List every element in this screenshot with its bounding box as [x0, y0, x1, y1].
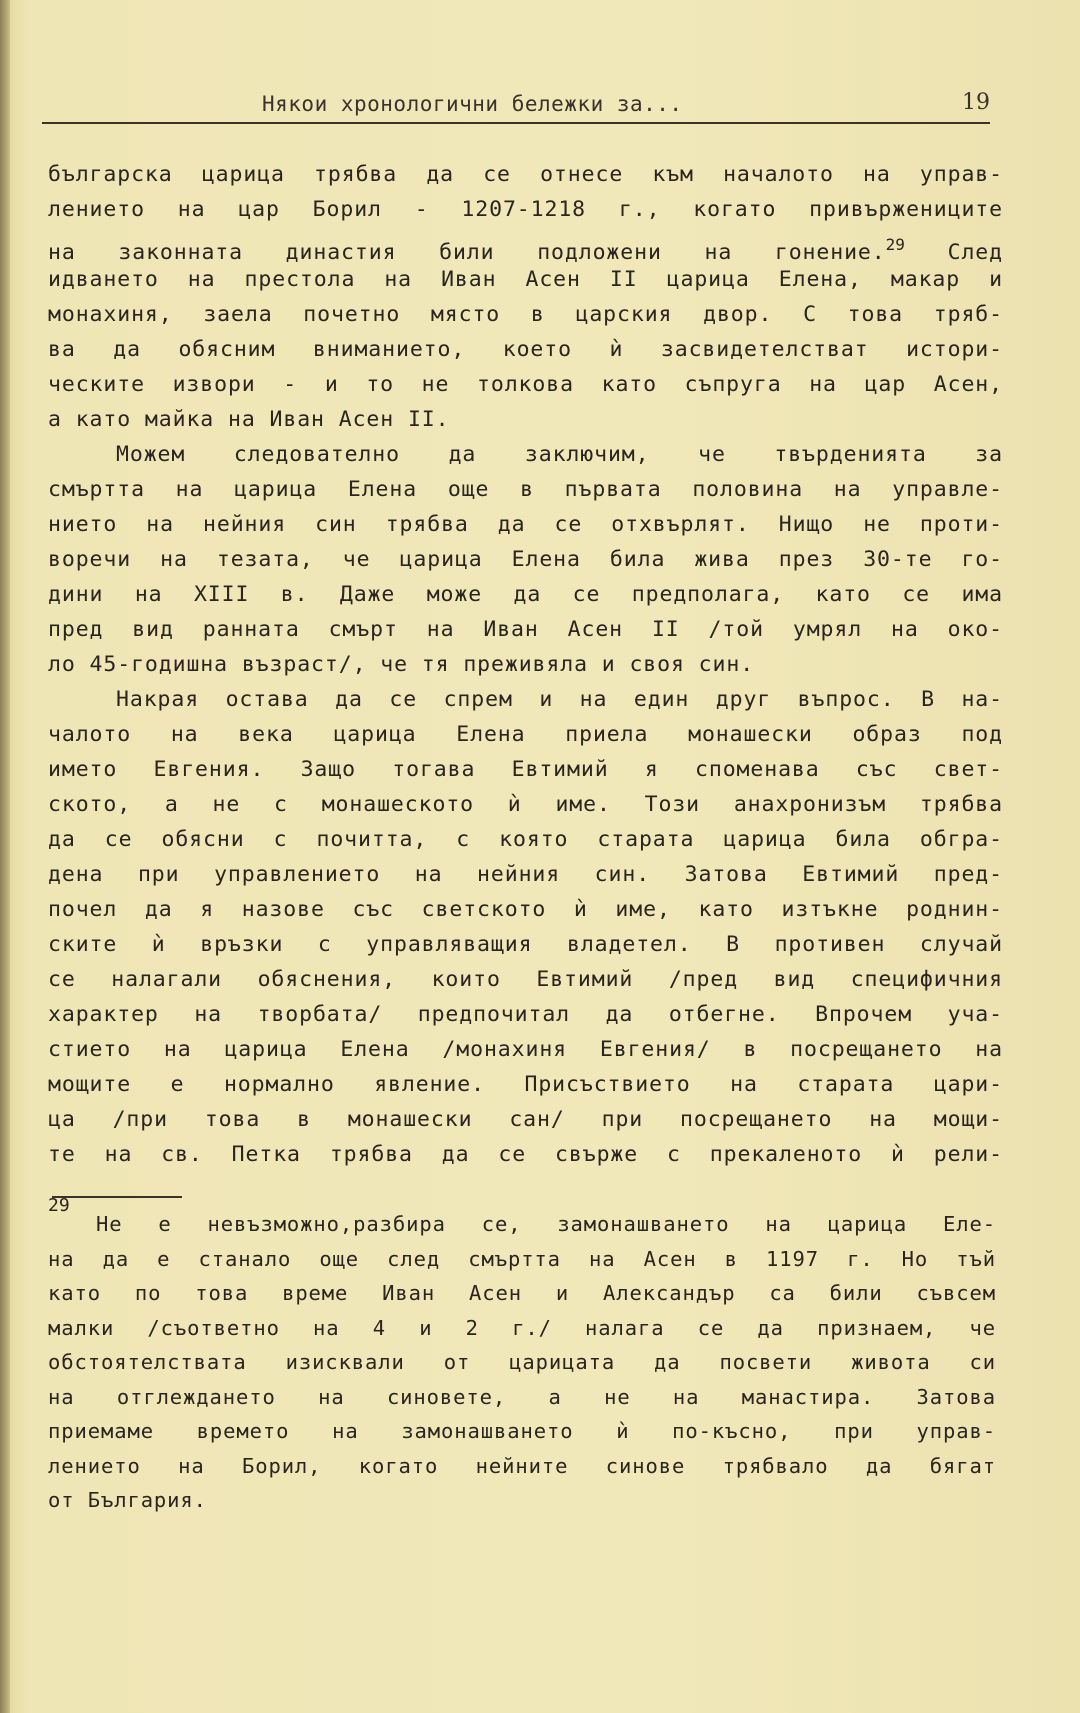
text-line: да се обясни с почитта, с която старата царица била обгра-: [48, 827, 1003, 852]
text-line: нието на нейния син трябва да се отхвърлят. Нищо не проти-: [48, 512, 1003, 537]
text-line: ското, а не с монашеското ѝ име. Този анахронизъм трябва: [48, 792, 1003, 817]
text-line: чалото на века царица Елена приела монашески образ под: [48, 722, 1003, 747]
text-line: те на св. Петка трябва да се свърже с прекаленото ѝ рели-: [48, 1142, 1003, 1167]
text-line: мощите е нормално явление. Присъствието на старата цари-: [48, 1072, 1003, 1097]
page-header: [42, 88, 990, 124]
footnote-line: от България.: [48, 1488, 207, 1512]
text-line: дини на XIII в. Даже може да се предполага, като се има: [48, 582, 1003, 607]
paragraph-start-line: Можем следователно да заключим, че твърденията за: [116, 442, 1003, 467]
text-line: пред вид ранната смърт на Иван Асен II /той умрял на око-: [48, 617, 1003, 642]
footnote-line: приемаме времето на замонашването ѝ по-късно, при управ-: [48, 1419, 996, 1443]
text-line: ските ѝ връзки с управляващия владетел. В противен случай: [48, 932, 1003, 957]
text-line: името Евгения. Защо тогава Евтимий я споменава със свет-: [48, 757, 1003, 782]
footnote-line: на отглеждането на синовете, а не на манастира. Затова: [48, 1384, 996, 1409]
text-line: идването на престола на Иван Асен II царица Елена, макар и: [48, 267, 1003, 292]
paragraph-start-line: Накрая остава да се спрем и на един друг въпрос. В на-: [116, 687, 1003, 712]
text-line: се налагали обяснения, които Евтимий /пред вид специфичния: [48, 967, 1003, 992]
footnote-line: малки /съответно на 4 и 2 г./ налага се да признаем, че: [48, 1315, 996, 1340]
footnote-reference: 29: [885, 235, 905, 254]
book-spine-shadow: [0, 0, 10, 1713]
text-line-with-footnote-ref: [48, 227, 1003, 265]
page-number: 19: [962, 90, 990, 115]
text-line-segment: След: [947, 240, 1003, 265]
text-line: а като майка на Иван Асен II.: [48, 407, 450, 432]
footnote-line: обстоятелствата изисквали от царицата да посвети живота си: [48, 1350, 996, 1374]
text-line: ца /при това в монашески сан/ при посрещането на мощи-: [48, 1107, 1003, 1132]
text-line-segment: на законната династия били подложени на гонение.: [48, 240, 886, 265]
text-line: лението на цар Борил - 1207-1218 г., когато привържениците: [48, 197, 1003, 222]
footnote-line: лението на Борил, когато нейните синове трябвало да бягат: [48, 1453, 996, 1478]
text-line: дена при управлението на нейния син. Затова Евтимий пред-: [48, 862, 1003, 887]
footnote-line: като по това време Иван Асен и Александър са били съвсем: [48, 1281, 996, 1305]
main-text: [48, 157, 1003, 1172]
footnote-line: на да е станало още след смъртта на Асен в 1197 г. Но тъй: [48, 1246, 996, 1271]
footnote: [48, 1195, 996, 1518]
text-line: ва да обясним вниманието, което ѝ засвидетелстват истори-: [48, 337, 1003, 362]
text-line: характер на творбата/ предпочитал да отбегне. Впрочем уча-: [48, 1002, 1003, 1027]
running-title: Някои хронологични бележки за...: [262, 92, 683, 116]
text-line: ло 45-годишна възраст/, че тя преживяла и своя син.: [48, 652, 755, 677]
text-line: почел да я назове със светското ѝ име, като изтъкне роднин-: [48, 897, 1003, 922]
footnote-marker: 29: [48, 1195, 70, 1216]
text-line: българска царица трябва да се отнесе към началото на управ-: [48, 162, 1003, 187]
text-line: монахиня, заела почетно място в царския двор. С това тряб-: [48, 302, 1003, 327]
text-line: стието на царица Елена /монахиня Евгения/ в посрещането на: [48, 1037, 1003, 1062]
text-line: смъртта на царица Елена още в първата половина на управле-: [48, 477, 1003, 502]
text-line: ческите извори - и то не толкова като съпруга на цар Асен,: [48, 372, 1003, 397]
footnote-line: Не е невъзможно,разбира се, замонашването на царица Еле-: [96, 1212, 996, 1236]
footnote-separator: [52, 1196, 182, 1198]
text-line: воречи на тезата, че царица Елена била жива през 30-те го-: [48, 547, 1003, 572]
